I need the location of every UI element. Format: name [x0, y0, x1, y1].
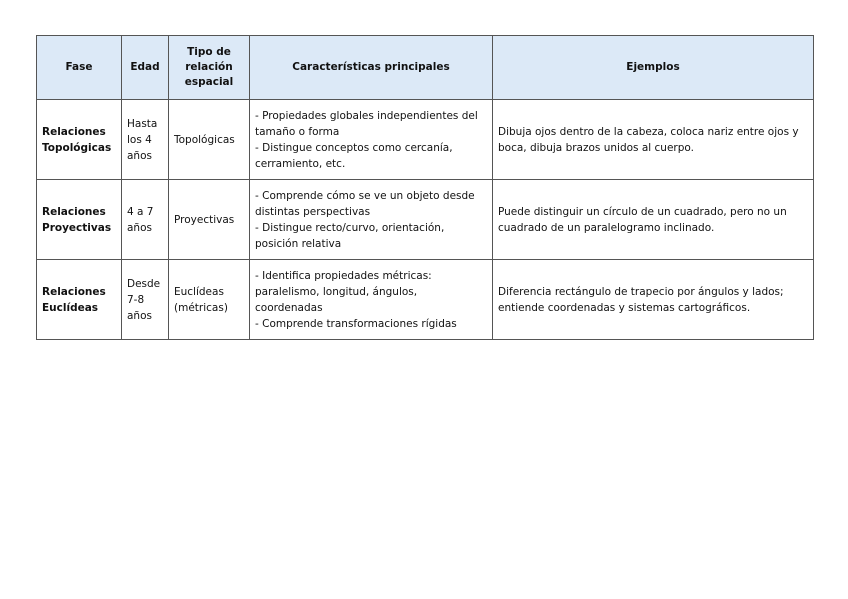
caracteristica-line: - Comprende transformaciones rígidas	[255, 317, 457, 330]
table-row	[37, 260, 814, 340]
header-tipo: Tipo de relación espacial	[169, 36, 250, 100]
cell-ejemplos: Puede distinguir un círculo de un cuadrado, pero no un cuadrado de un paralelogramo inclinado.	[493, 180, 814, 260]
caracteristica-line: - Distingue recto/curvo, orientación, posición relativa	[255, 221, 445, 250]
cell-caracteristicas	[250, 100, 493, 180]
cell-fase: Relaciones Topológicas	[37, 100, 122, 180]
table-row	[37, 100, 814, 180]
cell-edad: Desde 7-8 años	[122, 260, 169, 340]
cell-tipo: Proyectivas	[169, 180, 250, 260]
header-caracteristicas: Características principales	[250, 36, 493, 100]
header-fase: Fase	[37, 36, 122, 100]
cell-tipo: Topológicas	[169, 100, 250, 180]
cell-caracteristicas	[250, 260, 493, 340]
cell-fase: Relaciones Proyectivas	[37, 180, 122, 260]
cell-edad: Hasta los 4 años	[122, 100, 169, 180]
cell-caracteristicas	[250, 180, 493, 260]
cell-ejemplos: Dibuja ojos dentro de la cabeza, coloca nariz entre ojos y boca, dibuja brazos unidos al cuerpo.	[493, 100, 814, 180]
spatial-relations-table	[36, 35, 814, 340]
caracteristica-line: - Identifica propiedades métricas: paralelismo, longitud, ángulos, coordenadas	[255, 269, 432, 314]
table-row	[37, 180, 814, 260]
header-edad: Edad	[122, 36, 169, 100]
header-ejemplos: Ejemplos	[493, 36, 814, 100]
cell-fase: Relaciones Euclídeas	[37, 260, 122, 340]
cell-edad: 4 a 7 años	[122, 180, 169, 260]
caracteristica-line: - Comprende cómo se ve un objeto desde distintas perspectivas	[255, 189, 475, 218]
caracteristica-line: - Propiedades globales independientes del tamaño o forma	[255, 109, 478, 138]
cell-ejemplos: Diferencia rectángulo de trapecio por ángulos y lados; entiende coordenadas y sistemas cartográficos.	[493, 260, 814, 340]
caracteristica-line: - Distingue conceptos como cercanía, cerramiento, etc.	[255, 141, 453, 170]
header-row	[37, 36, 814, 100]
cell-tipo: Euclídeas (métricas)	[169, 260, 250, 340]
